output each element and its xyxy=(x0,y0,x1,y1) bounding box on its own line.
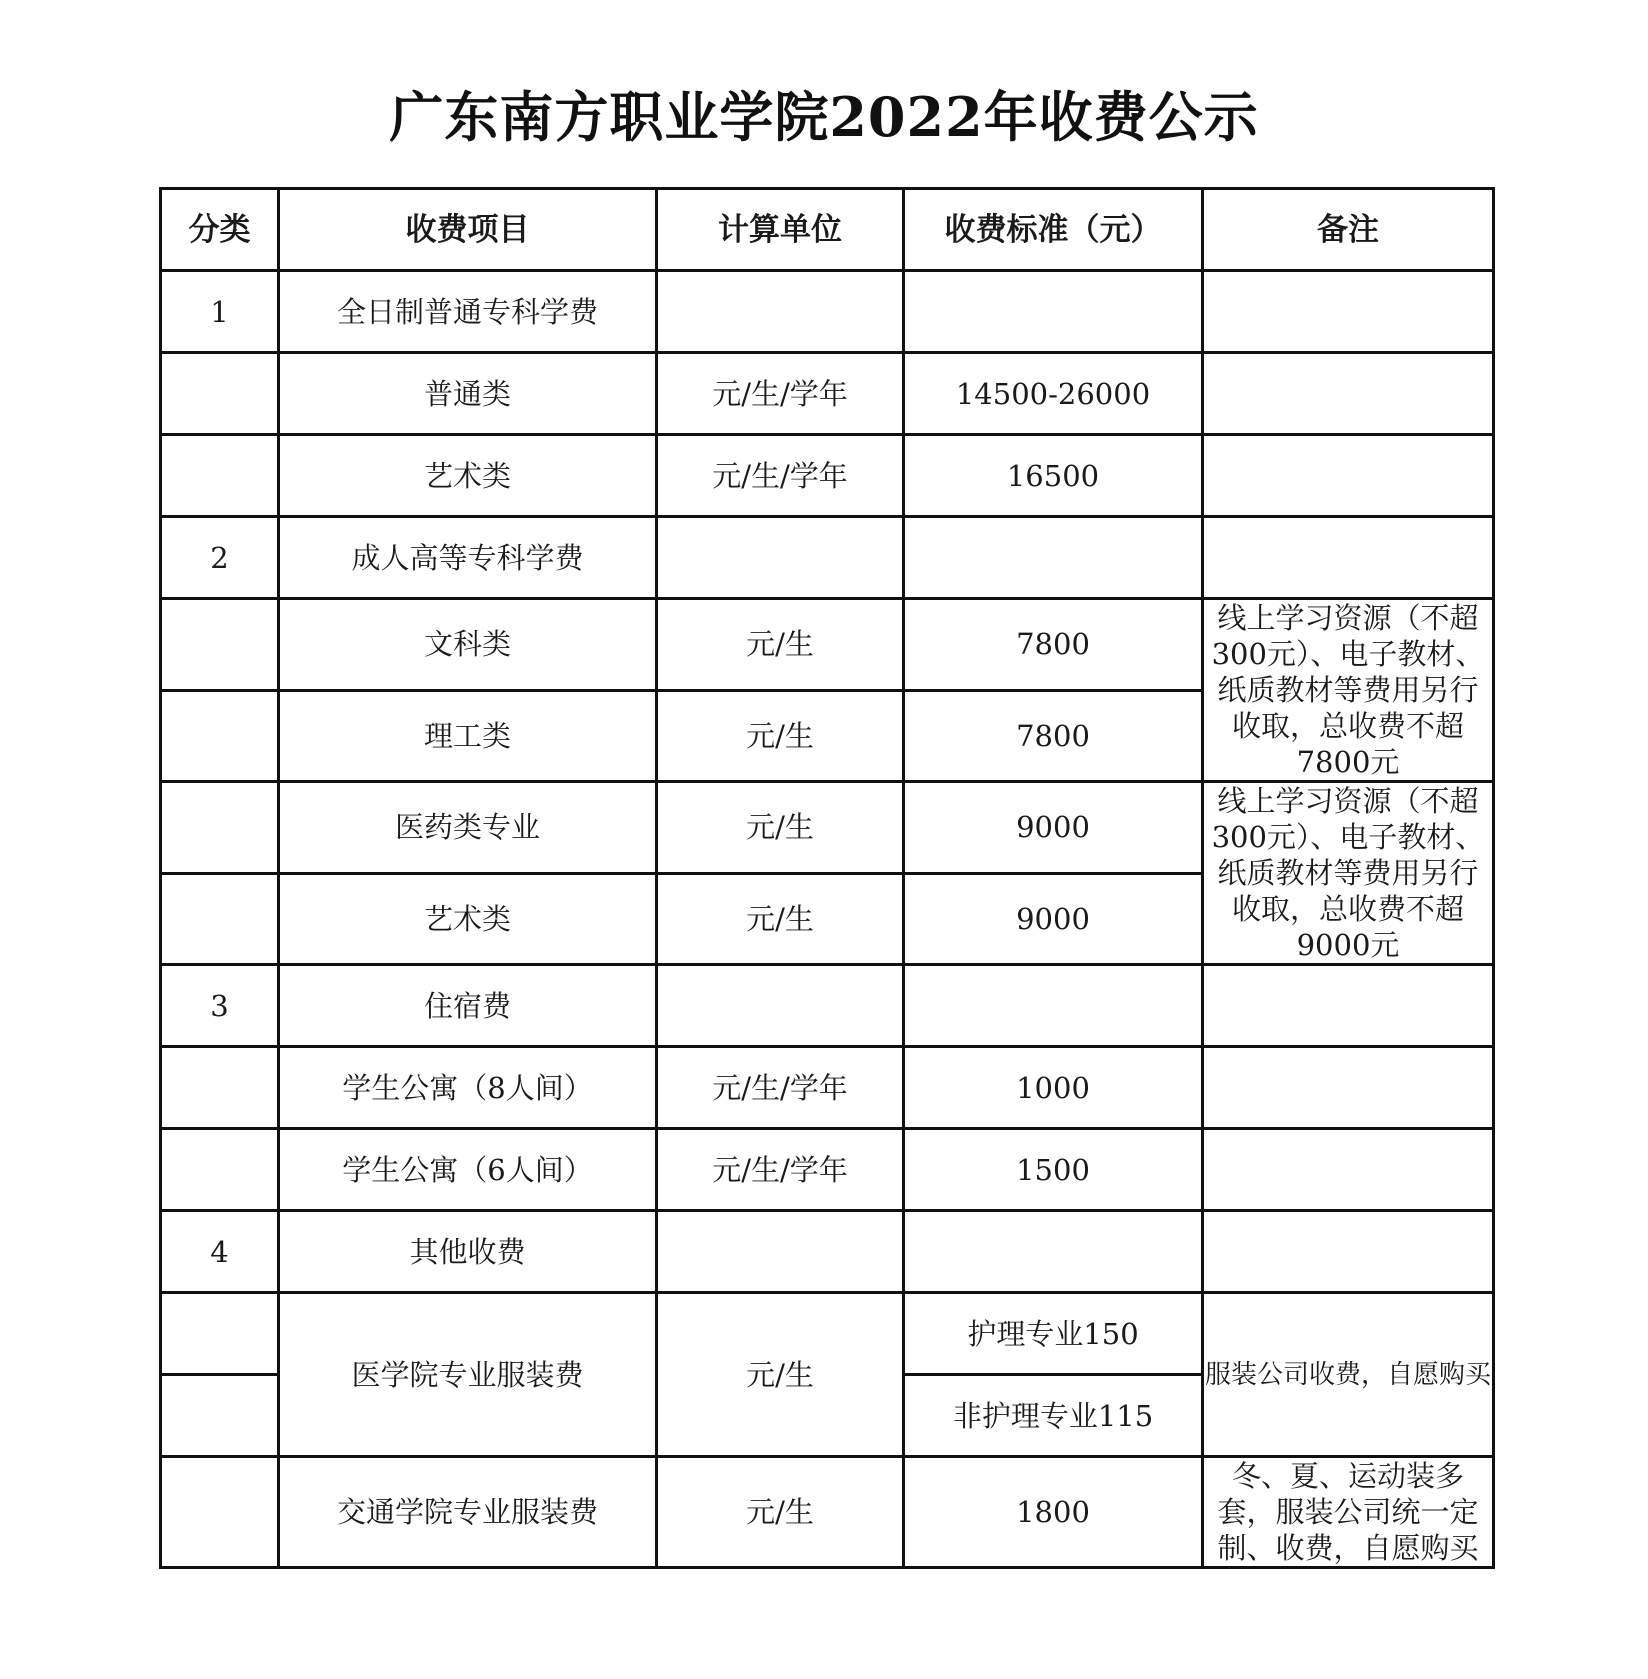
header-item: 收费项目 xyxy=(279,189,657,271)
table-header-row xyxy=(161,189,1494,271)
fee-unit: 元/生 xyxy=(657,782,904,874)
section-name: 其他收费 xyxy=(279,1211,657,1293)
header-unit: 计算单位 xyxy=(657,189,904,271)
section-number: 3 xyxy=(161,965,279,1047)
table-row xyxy=(161,1293,1494,1375)
empty-cell xyxy=(1203,517,1494,599)
empty-cell xyxy=(1203,1047,1494,1129)
empty-cell xyxy=(1203,435,1494,517)
section-row xyxy=(161,271,1494,353)
header-category: 分类 xyxy=(161,189,279,271)
empty-cell xyxy=(1203,271,1494,353)
fee-item: 艺术类 xyxy=(279,435,657,517)
empty-cell xyxy=(1203,965,1494,1047)
section-row xyxy=(161,1211,1494,1293)
empty-cell xyxy=(904,271,1203,353)
section-number: 4 xyxy=(161,1211,279,1293)
fee-table xyxy=(159,187,1495,1569)
fee-unit: 元/生 xyxy=(657,599,904,691)
empty-cell xyxy=(1203,1129,1494,1211)
fee-unit: 元/生/学年 xyxy=(657,435,904,517)
empty-cell xyxy=(161,353,279,435)
empty-cell xyxy=(657,1211,904,1293)
fee-standard: 护理专业150 xyxy=(904,1293,1203,1375)
fee-standard: 7800 xyxy=(904,690,1203,782)
table-row xyxy=(161,1457,1494,1568)
section-name: 成人高等专科学费 xyxy=(279,517,657,599)
fee-standard: 1800 xyxy=(904,1457,1203,1568)
fee-item: 交通学院专业服装费 xyxy=(279,1457,657,1568)
fee-item: 学生公寓（6人间） xyxy=(279,1129,657,1211)
fee-remark: 线上学习资源（不超300元）、电子教材、纸质教材等费用另行收取，总收费不超9000元 xyxy=(1203,782,1494,965)
document-title: 广东南方职业学院2022年收费公示 xyxy=(389,85,1259,149)
fee-item: 文科类 xyxy=(279,599,657,691)
fee-standard: 9000 xyxy=(904,873,1203,965)
fee-item: 理工类 xyxy=(279,690,657,782)
empty-cell xyxy=(161,435,279,517)
empty-cell xyxy=(657,517,904,599)
table-row xyxy=(161,353,1494,435)
empty-cell xyxy=(161,1129,279,1211)
fee-item: 学生公寓（8人间） xyxy=(279,1047,657,1129)
empty-cell xyxy=(161,1457,279,1568)
fee-standard: 9000 xyxy=(904,782,1203,874)
empty-cell xyxy=(161,873,279,965)
fee-unit: 元/生 xyxy=(657,690,904,782)
fee-unit: 元/生/学年 xyxy=(657,353,904,435)
fee-standard: 14500-26000 xyxy=(904,353,1203,435)
empty-cell xyxy=(904,517,1203,599)
empty-cell xyxy=(161,599,279,691)
empty-cell xyxy=(1203,353,1494,435)
table-row xyxy=(161,782,1494,874)
fee-item: 普通类 xyxy=(279,353,657,435)
empty-cell xyxy=(161,782,279,874)
section-name: 住宿费 xyxy=(279,965,657,1047)
table-row xyxy=(161,435,1494,517)
fee-item: 艺术类 xyxy=(279,873,657,965)
empty-cell xyxy=(904,1211,1203,1293)
empty-cell xyxy=(161,1375,279,1457)
fee-unit: 元/生 xyxy=(657,1293,904,1457)
section-number: 2 xyxy=(161,517,279,599)
fee-unit: 元/生/学年 xyxy=(657,1129,904,1211)
fee-standard: 1000 xyxy=(904,1047,1203,1129)
fee-standard: 7800 xyxy=(904,599,1203,691)
fee-unit: 元/生 xyxy=(657,1457,904,1568)
fee-remark: 线上学习资源（不超300元）、电子教材、纸质教材等费用另行收取，总收费不超7800元 xyxy=(1203,599,1494,782)
fee-unit: 元/生/学年 xyxy=(657,1047,904,1129)
fee-remark: 服装公司收费，自愿购买 xyxy=(1203,1293,1494,1457)
table-row xyxy=(161,1129,1494,1211)
fee-remark: 冬、夏、运动装多套，服装公司统一定制、收费，自愿购买 xyxy=(1203,1457,1494,1568)
fee-item: 医学院专业服装费 xyxy=(279,1293,657,1457)
section-row xyxy=(161,517,1494,599)
header-remark: 备注 xyxy=(1203,189,1494,271)
empty-cell xyxy=(161,1293,279,1375)
empty-cell xyxy=(904,965,1203,1047)
empty-cell xyxy=(161,1047,279,1129)
section-number: 1 xyxy=(161,271,279,353)
fee-standard: 非护理专业115 xyxy=(904,1375,1203,1457)
header-standard: 收费标准（元） xyxy=(904,189,1203,271)
section-name: 全日制普通专科学费 xyxy=(279,271,657,353)
fee-standard: 16500 xyxy=(904,435,1203,517)
empty-cell xyxy=(657,271,904,353)
fee-standard: 1500 xyxy=(904,1129,1203,1211)
section-row xyxy=(161,965,1494,1047)
empty-cell xyxy=(657,965,904,1047)
fee-item: 医药类专业 xyxy=(279,782,657,874)
table-row xyxy=(161,599,1494,691)
table-row xyxy=(161,1047,1494,1129)
empty-cell xyxy=(1203,1211,1494,1293)
empty-cell xyxy=(161,690,279,782)
fee-unit: 元/生 xyxy=(657,873,904,965)
